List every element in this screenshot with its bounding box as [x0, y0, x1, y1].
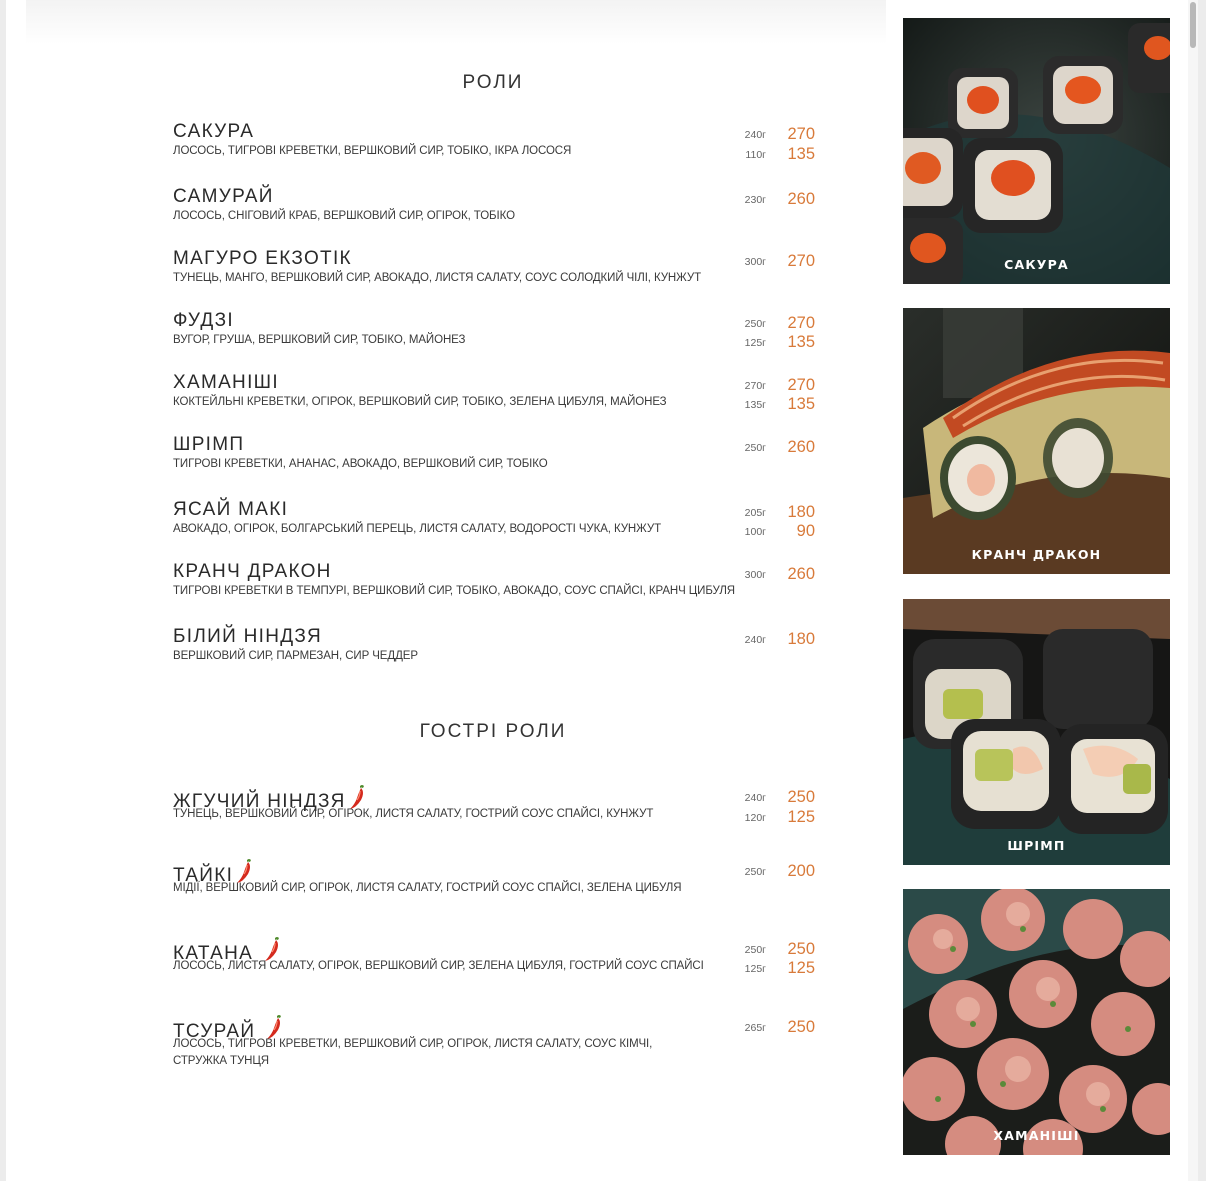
item-weight: 135г	[744, 399, 766, 411]
item-price: 135	[787, 333, 815, 351]
price-row	[741, 124, 815, 142]
price-row	[741, 564, 815, 582]
item-name: ФУДЗІ	[173, 310, 234, 331]
menu-item-samurai	[173, 186, 833, 246]
price-row	[741, 629, 815, 647]
section-title-rolls: РОЛИ	[462, 72, 524, 93]
item-weight: 250г	[744, 318, 766, 330]
hamanishi-rolls-image	[903, 889, 1170, 1155]
item-price: 250	[787, 940, 815, 958]
item-name: ХАМАНІШІ	[173, 372, 279, 393]
menu-item-fuji	[173, 310, 833, 370]
menu-item-katana	[173, 936, 833, 996]
item-ingredients: ВЕРШКОВИЙ СИР, ПАРМЕЗАН, СИР ЧЕДДЕР	[173, 650, 418, 662]
item-ingredients: ТИГРОВІ КРЕВЕТКИ В ТЕМПУРІ, ВЕРШКОВИЙ СИР, ТОБІКО, АВОКАДО, СОУС СПАЙСІ, КРАНЧ ЦИБУЛЯ	[173, 585, 735, 597]
item-price: 250	[787, 1018, 815, 1036]
item-name: ЖГУЧИЙ НІНДЗЯ	[173, 791, 346, 812]
item-price: 90	[796, 522, 815, 540]
item-ingredients: ЛОСОСЬ, ТИГРОВІ КРЕВЕТКИ, ВЕРШКОВИЙ СИР, ОГІРОК, ЛИСТЯ САЛАТУ, СОУС КІМЧІ, СТРУЖКА ТУНЦЯ	[173, 1038, 653, 1067]
price-row	[741, 787, 815, 805]
item-name: САМУРАЙ	[173, 186, 274, 207]
item-price: 180	[787, 503, 815, 521]
price-row	[741, 502, 815, 520]
price-row	[741, 958, 815, 976]
menu-item-yasai-maki	[173, 499, 833, 559]
item-ingredients: МІДІЇ, ВЕРШКОВИЙ СИР, ОГІРОК, ЛИСТЯ САЛАТУ, ГОСТРИЙ СОУС СПАЙСІ, ЗЕЛЕНА ЦИБУЛЯ	[173, 882, 682, 894]
price-row	[741, 394, 815, 412]
menu-item-tsurai	[173, 1014, 833, 1074]
item-ingredients: ВУГОР, ГРУША, ВЕРШКОВИЙ СИР, ТОБІКО, МАЙОНЕЗ	[173, 334, 466, 346]
item-weight: 250г	[744, 866, 766, 878]
item-weight: 230г	[744, 194, 766, 206]
item-ingredients: ТУНЕЦЬ, МАНГО, ВЕРШКОВИЙ СИР, АВОКАДО, ЛИСТЯ САЛАТУ, СОУС СОЛОДКИЙ ЧІЛІ, КУНЖУТ	[173, 272, 702, 284]
item-price: 260	[787, 190, 815, 208]
item-weight: 250г	[744, 442, 766, 454]
item-price: 125	[787, 959, 815, 977]
price-row	[741, 332, 815, 350]
item-price: 270	[787, 252, 815, 270]
item-name: ТСУРАЙ	[173, 1021, 256, 1042]
menu-item-hamanishi	[173, 372, 833, 432]
price-row	[741, 437, 815, 455]
menu-item-burning-ninja	[173, 784, 833, 844]
price-row	[741, 861, 815, 879]
item-weight: 250г	[744, 944, 766, 956]
item-weight: 120г	[744, 812, 766, 824]
photo-shrimp	[903, 599, 1170, 865]
item-price: 200	[787, 862, 815, 880]
item-weight: 125г	[744, 963, 766, 975]
menu-item-maguro-exotic	[173, 248, 833, 308]
scrollbar-thumb[interactable]	[1190, 2, 1196, 48]
item-weight: 100г	[744, 526, 766, 538]
item-price: 180	[787, 630, 815, 648]
item-price: 260	[787, 438, 815, 456]
item-weight: 300г	[744, 256, 766, 268]
price-row	[741, 939, 815, 957]
photo-caption: ХАМАНІШІ	[993, 1128, 1080, 1143]
item-weight: 125г	[744, 337, 766, 349]
photo-sakura	[903, 18, 1170, 284]
menu-item-crunch-dragon	[173, 561, 833, 621]
menu-page	[6, 0, 1198, 1181]
item-price: 270	[787, 314, 815, 332]
vertical-scrollbar[interactable]	[1188, 0, 1198, 1181]
item-weight: 300г	[744, 569, 766, 581]
sakura-rolls-image	[903, 18, 1170, 284]
item-name: ТАЙКІ	[173, 865, 234, 886]
item-price: 125	[787, 808, 815, 826]
item-weight: 265г	[744, 1022, 766, 1034]
price-row	[741, 807, 815, 825]
item-name: КРАНЧ ДРАКОН	[173, 561, 332, 582]
item-name: САКУРА	[173, 121, 255, 142]
menu-item-sakura	[173, 121, 833, 181]
item-price: 270	[787, 125, 815, 143]
item-weight: 240г	[744, 634, 766, 646]
photo-caption: КРАНЧ ДРАКОН	[971, 547, 1102, 562]
item-ingredients: АВОКАДО, ОГІРОК, БОЛГАРСЬКИЙ ПЕРЕЦЬ, ЛИСТЯ САЛАТУ, ВОДОРОСТІ ЧУКА, КУНЖУТ	[173, 523, 662, 535]
menu-item-white-ninja	[173, 626, 833, 686]
item-weight: 110г	[745, 149, 766, 161]
price-row	[741, 521, 815, 539]
crunch-dragon-roll-image	[903, 308, 1170, 574]
price-row	[741, 375, 815, 393]
price-row	[741, 189, 815, 207]
photo-caption: ШРІМП	[1007, 838, 1066, 853]
menu-item-shrimp	[173, 434, 833, 494]
item-name: ШРІМП	[173, 434, 245, 455]
item-weight: 240г	[744, 792, 766, 804]
item-name: МАГУРО ЕКЗОТІК	[173, 248, 352, 269]
menu-item-taiki	[173, 858, 833, 918]
price-row	[741, 1017, 815, 1035]
item-weight: 270г	[744, 380, 766, 392]
item-ingredients: КОКТЕЙЛЬНІ КРЕВЕТКИ, ОГІРОК, ВЕРШКОВИЙ СИР, ТОБІКО, ЗЕЛЕНА ЦИБУЛЯ, МАЙОНЕЗ	[173, 396, 667, 408]
photo-hamanishi	[903, 889, 1170, 1155]
item-ingredients: ЛОСОСЬ, СНІГОВИЙ КРАБ, ВЕРШКОВИЙ СИР, ОГІРОК, ТОБІКО	[173, 210, 515, 222]
shrimp-rolls-image	[903, 599, 1170, 865]
item-name: КАТАНА	[173, 943, 254, 964]
item-price: 260	[787, 565, 815, 583]
item-weight: 240г	[744, 129, 766, 141]
item-price: 135	[787, 395, 815, 413]
item-name: ЯСАЙ МАКІ	[173, 499, 289, 520]
photo-crunch-dragon	[903, 308, 1170, 574]
item-ingredients: ТИГРОВІ КРЕВЕТКИ, АНАНАС, АВОКАДО, ВЕРШКОВИЙ СИР, ТОБІКО	[173, 458, 548, 470]
price-row	[741, 144, 815, 162]
item-price: 270	[787, 376, 815, 394]
item-weight: 205г	[744, 507, 766, 519]
photo-caption: САКУРА	[1004, 257, 1069, 272]
section-title-spicy-rolls: ГОСТРІ РОЛИ	[419, 721, 567, 742]
item-ingredients: ЛОСОСЬ, ЛИСТЯ САЛАТУ, ОГІРОК, ВЕРШКОВИЙ СИР, ЗЕЛЕНА ЦИБУЛЯ, ГОСТРИЙ СОУС СПАЙСІ	[173, 960, 704, 972]
price-row	[741, 251, 815, 269]
item-price: 250	[787, 788, 815, 806]
page-top-shadow	[26, 0, 886, 44]
item-name: БІЛИЙ НІНДЗЯ	[173, 626, 322, 647]
item-ingredients: ТУНЕЦЬ, ВЕРШКОВИЙ СИР, ОГІРОК, ЛИСТЯ САЛАТУ, ГОСТРИЙ СОУС СПАЙСІ, КУНЖУТ	[173, 808, 654, 820]
item-price: 135	[787, 145, 815, 163]
item-ingredients: ЛОСОСЬ, ТИГРОВІ КРЕВЕТКИ, ВЕРШКОВИЙ СИР, ТОБІКО, ІКРА ЛОСОСЯ	[173, 145, 572, 157]
price-row	[741, 313, 815, 331]
